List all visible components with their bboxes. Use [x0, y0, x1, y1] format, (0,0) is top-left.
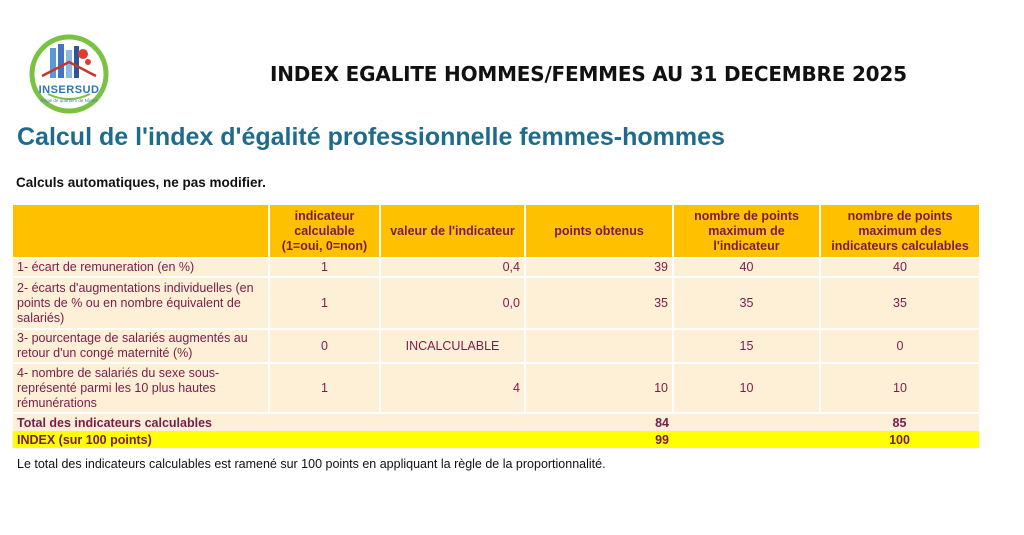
row-label: 2- écarts d'augmentations individuelles (en points de % ou en nombre équivalent de salariés): [13, 277, 269, 329]
row-valeur: 0,0: [380, 277, 525, 329]
logo-tagline: Régie de quartiers de Nîmes: [40, 98, 98, 103]
row-calculable: 1: [269, 277, 380, 329]
header-label: [13, 205, 269, 258]
header-max-calc: nombre de points maximum des indicateurs calculables: [820, 205, 979, 258]
row-valeur: 0,4: [380, 258, 525, 277]
header-calculable: indicateur calculable (1=oui, 0=non): [269, 205, 380, 258]
row-calculable: 1: [269, 258, 380, 277]
header-points: points obtenus: [525, 205, 673, 258]
row-calculable: 1: [269, 363, 380, 413]
row-points: 10: [525, 363, 673, 413]
total-row: [13, 413, 979, 431]
index-empty-cell: [673, 431, 820, 448]
table-header-row: [13, 205, 979, 258]
row-points: 35: [525, 277, 673, 329]
document-title: INDEX EGALITE HOMMES/FEMMES AU 31 DECEMBRE 2025: [270, 62, 907, 86]
logo-wordmark: INSERSUD: [38, 84, 100, 96]
header-max: nombre de points maximum de l'indicateur: [673, 205, 820, 258]
row-max: 40: [673, 258, 820, 277]
row-max: 15: [673, 329, 820, 363]
insersud-logo: [28, 32, 110, 116]
table-row: [13, 277, 979, 329]
row-valeur: 4: [380, 363, 525, 413]
index-max-calc: 100: [820, 431, 979, 448]
total-label: Total des indicateurs calculables: [13, 413, 525, 431]
row-max: 10: [673, 363, 820, 413]
row-points: 39: [525, 258, 673, 277]
index-label: INDEX (sur 100 points): [13, 431, 525, 448]
table-row: [13, 329, 979, 363]
row-calculable: 0: [269, 329, 380, 363]
row-points: [525, 329, 673, 363]
row-label: 4- nombre de salariés du sexe sous-représenté parmi les 10 plus hautes rémunérations: [13, 363, 269, 413]
row-max-calc: 35: [820, 277, 979, 329]
header-valeur: valeur de l'indicateur: [380, 205, 525, 258]
index-table: [13, 205, 979, 448]
calc-title: Calcul de l'index d'égalité professionnelle femmes-hommes: [17, 123, 725, 151]
table-row: [13, 258, 979, 277]
total-empty-cell: [673, 413, 820, 431]
row-max: 35: [673, 277, 820, 329]
total-points: 84: [525, 413, 673, 431]
row-label: 1- écart de remuneration (en %): [13, 258, 269, 277]
row-max-calc: 0: [820, 329, 979, 363]
total-max-calc: 85: [820, 413, 979, 431]
proportionality-note: Le total des indicateurs calculables est ramené sur 100 points en appliquant la règle de la proportionnalité.: [17, 457, 606, 471]
row-max-calc: 10: [820, 363, 979, 413]
automatic-calc-note: Calculs automatiques, ne pas modifier.: [16, 175, 266, 190]
table-row: [13, 363, 979, 413]
index-row: [13, 431, 979, 448]
row-max-calc: 40: [820, 258, 979, 277]
logo-emblem-icon: [28, 32, 110, 116]
row-label: 3- pourcentage de salariés augmentés au retour d'un congé maternité (%): [13, 329, 269, 363]
index-points: 99: [525, 431, 673, 448]
row-valeur: INCALCULABLE: [380, 329, 525, 363]
